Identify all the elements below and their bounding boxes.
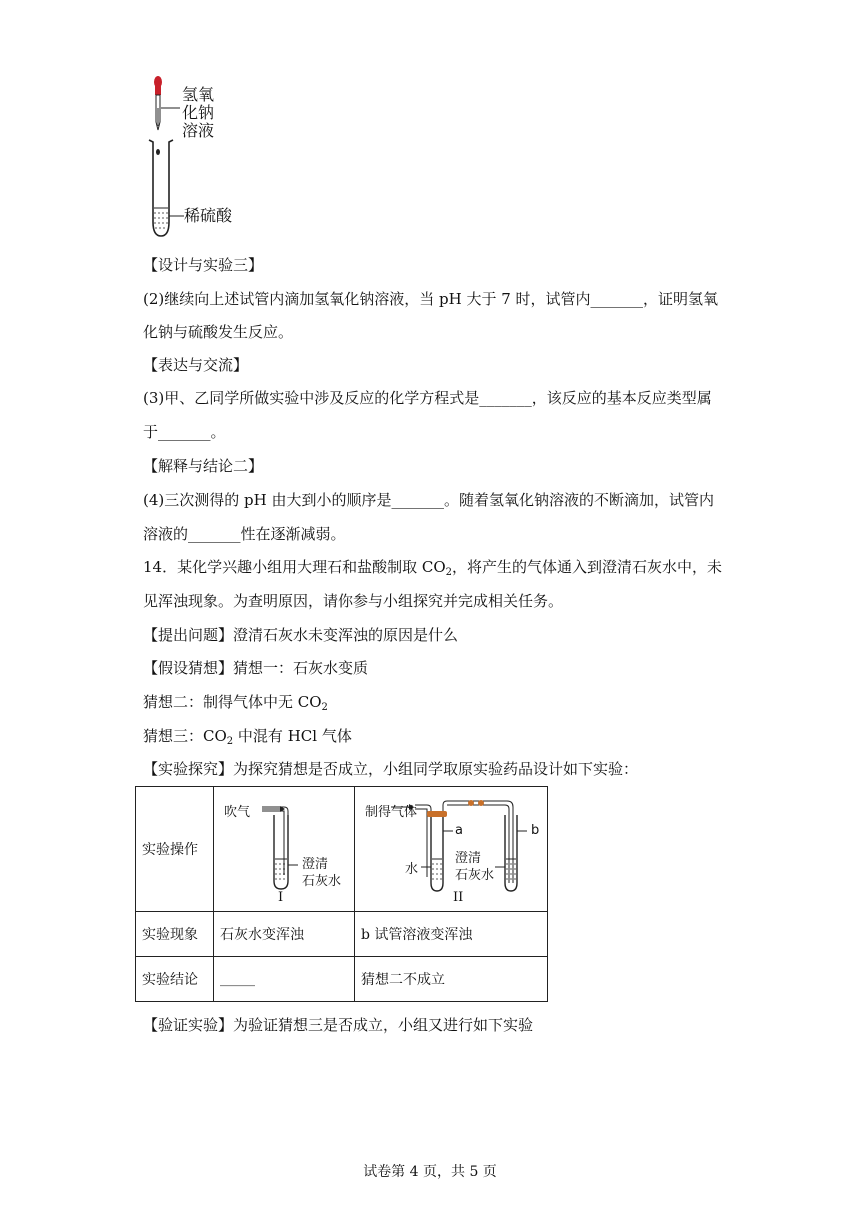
tube-label: 稀硫酸: [184, 206, 233, 225]
gas-label: 制得气体: [365, 805, 418, 820]
lime-label-1a: 澄清: [302, 857, 329, 872]
question-3-line-1: (3)甲、乙同学所做实验中涉及反应的化学方程式是_______，该反应的基本反应类型属: [143, 389, 712, 407]
test-tube: [149, 140, 173, 236]
question-14-line-1: 14．某化学兴趣小组用大理石和盐酸制取 $CO_2$，将产生的气体通入到澄清石灰水中，未: [143, 558, 723, 578]
lime-label-2a: 澄清: [455, 851, 482, 866]
water-label: 水: [405, 862, 419, 877]
row-label-phenomenon: 实验现象: [136, 912, 214, 957]
question-3-line-2: 于_______。: [143, 423, 226, 441]
label-a: a: [455, 823, 463, 838]
joint-1: [468, 800, 474, 806]
hypothesis-2: 猜想二：制得气体中无 $CO_2$: [143, 693, 328, 713]
dropper-neck: [155, 86, 161, 95]
joint-2: [478, 800, 484, 806]
cell-figure-2: [355, 787, 548, 912]
numeral-I: I: [278, 890, 284, 905]
tube-1: [274, 815, 288, 889]
tube-b: [505, 815, 517, 891]
table-row-operation: [136, 787, 548, 912]
lime-label-1b: 石灰水: [302, 874, 342, 889]
heading-explain-2: 【解释与结论二】: [143, 457, 264, 475]
row-label-operation: 实验操作: [136, 787, 214, 912]
heading-hypothesis: 【假设猜想】猜想一：石灰水变质: [143, 659, 369, 677]
drop: [156, 149, 160, 155]
table-row-conclusion: [136, 957, 548, 1002]
experiment-table: [135, 786, 548, 1002]
heading-expression: 【表达与交流】: [143, 356, 249, 374]
phenomenon-1: 石灰水变浑浊: [214, 912, 355, 957]
label-b: b: [531, 823, 540, 838]
dropper-label-1: 氢氧: [182, 85, 215, 104]
blow-label: 吹气: [224, 805, 251, 820]
heading-explore: 【实验探究】为探究猜想是否成立，小组同学取原实验药品设计如下实验：: [143, 760, 639, 778]
heading-question: 【提出问题】澄清石灰水未变浑浊的原因是什么: [143, 626, 459, 644]
question-2-line-2: 化钠与硫酸发生反应。: [143, 323, 294, 341]
row-label-conclusion: 实验结论: [136, 957, 214, 1002]
hypothesis-3: 猜想三：$CO_2$ 中混有 HCl 气体: [143, 727, 352, 747]
conclusion-2: 猜想二不成立: [355, 957, 548, 1002]
dropper-label-3: 溶液: [182, 121, 215, 140]
question-4-line-1: (4)三次测得的 pH 由大到小的顺序是_______。随着氢氧化钠溶液的不断滴加，试管内: [143, 491, 714, 509]
question-2-line-1: (2)继续向上述试管内滴加氢氧化钠溶液，当 pH 大于 7 时，试管内_______，证明氢氧: [143, 290, 719, 308]
heading-verify: 【验证实验】为验证猜想三是否成立，小组又进行如下实验: [143, 1016, 534, 1034]
phenomenon-2: b 试管溶液变浑浊: [355, 912, 548, 957]
lime-label-2b: 石灰水: [455, 868, 495, 883]
conclusion-1-blank: _____: [214, 957, 355, 1002]
tube-a: [431, 817, 443, 891]
question-4-line-2: 溶液的_______性在逐渐减弱。: [143, 525, 346, 543]
cell-figure-1: [214, 787, 355, 912]
rubber-plug: [427, 811, 447, 817]
question-14-line-2: 见浑浊现象。为查明原因，请你参与小组探究并完成相关任务。: [143, 592, 564, 610]
dropper-tube-figure: [140, 70, 250, 245]
page-footer: 试卷第 4 页，共 5 页: [363, 1164, 497, 1180]
dropper-label-2: 化钠: [182, 103, 215, 122]
numeral-II: II: [453, 890, 464, 905]
heading-design-3: 【设计与实验三】: [143, 256, 264, 274]
table-row-phenomenon: [136, 912, 548, 957]
